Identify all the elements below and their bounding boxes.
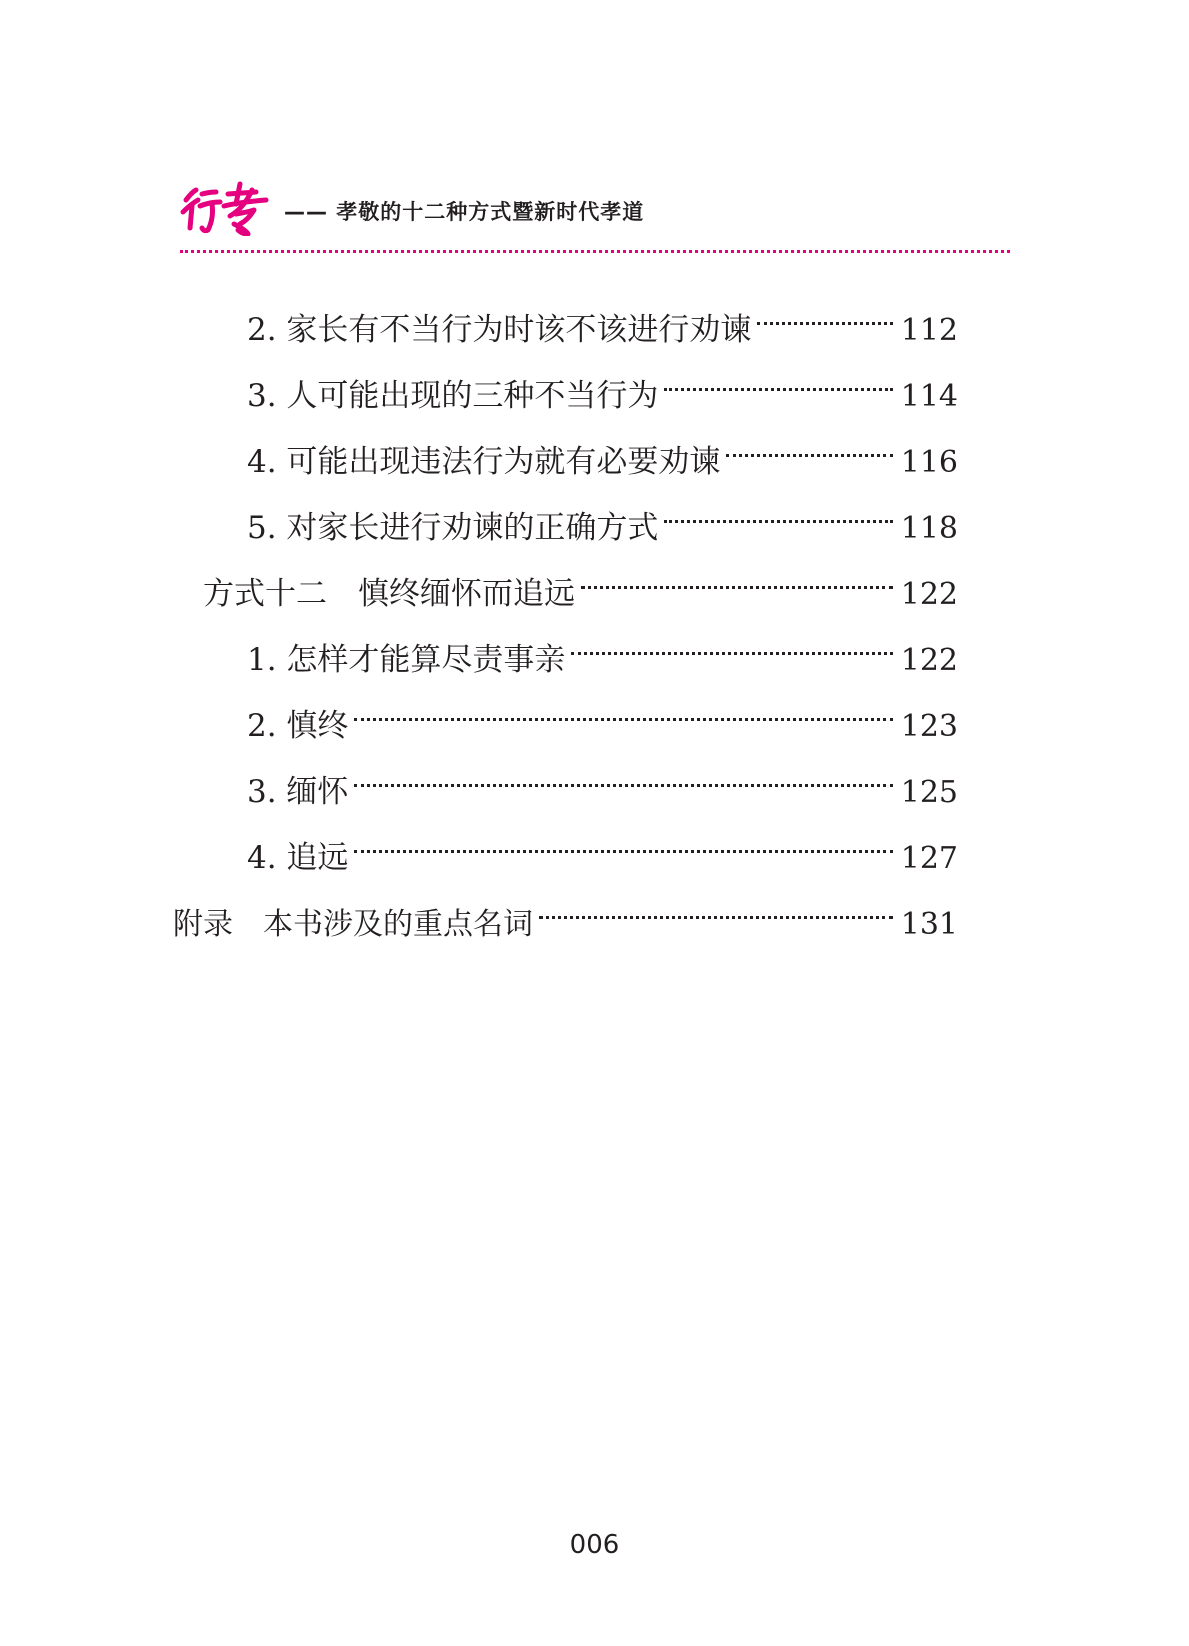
toc-leader-dots: [354, 824, 892, 868]
toc-entry[interactable]: [247, 362, 958, 414]
toc-entry-page: 116: [900, 445, 958, 480]
toc-entry[interactable]: [247, 692, 958, 744]
toc-entry-title: 附录 本书涉及的重点名词: [173, 907, 533, 942]
toc-entry[interactable]: [247, 758, 958, 810]
toc-entry[interactable]: [247, 494, 958, 546]
toc-entry-title: 3. 人可能出现的三种不当行为: [247, 378, 659, 414]
toc-entry-title: 方式十二 慎终缅怀而追远: [203, 576, 575, 612]
toc-entry-title: 2. 慎终: [247, 708, 349, 744]
toc-entry-page: 118: [900, 511, 958, 546]
toc-leader-dots: [664, 494, 892, 538]
toc-leader-dots: [539, 890, 893, 934]
toc-chapter-entry[interactable]: [203, 560, 958, 612]
toc-entry-page: 127: [900, 841, 958, 876]
toc-entry[interactable]: [247, 626, 958, 678]
toc-entry-title: 4. 追远: [247, 840, 349, 876]
toc-entry-page: 122: [900, 643, 958, 678]
toc-entry[interactable]: [247, 428, 958, 480]
header-dotted-rule: [180, 250, 1010, 253]
toc-entry-title: 2. 家长有不当行为时该不该进行劝谏: [247, 312, 752, 348]
toc-leader-dots: [757, 296, 892, 340]
toc-entry[interactable]: [247, 296, 958, 348]
toc-leader-dots: [581, 560, 893, 604]
toc-entry-page: 122: [900, 577, 958, 612]
book-subtitle: —— 孝敬的十二种方式暨新时代孝道: [284, 200, 645, 224]
toc-leader-dots: [571, 626, 892, 670]
toc-entry-title: 3. 缅怀: [247, 774, 349, 810]
toc-entry-page: 123: [900, 709, 958, 744]
book-logo: [178, 180, 270, 236]
toc-entry-title: 5. 对家长进行劝谏的正确方式: [247, 510, 659, 546]
toc-entry-page: 125: [900, 775, 958, 810]
toc-entry[interactable]: [247, 824, 958, 876]
toc-entry-title: 1. 怎样才能算尽责事亲: [247, 642, 566, 678]
toc-leader-dots: [726, 428, 892, 472]
toc-entry-title: 4. 可能出现违法行为就有必要劝谏: [247, 444, 721, 480]
toc-entry-page: 131: [900, 907, 958, 942]
toc-leader-dots: [664, 362, 892, 406]
toc-leader-dots: [354, 758, 892, 802]
toc-entry-page: 112: [900, 313, 958, 348]
toc-leader-dots: [354, 692, 892, 736]
page-number: 006: [569, 1530, 620, 1560]
toc-entry-page: 114: [900, 379, 958, 414]
calligraphy-logo-icon: [178, 180, 270, 236]
toc-appendix-entry[interactable]: [173, 890, 958, 942]
running-header: [178, 176, 1008, 246]
